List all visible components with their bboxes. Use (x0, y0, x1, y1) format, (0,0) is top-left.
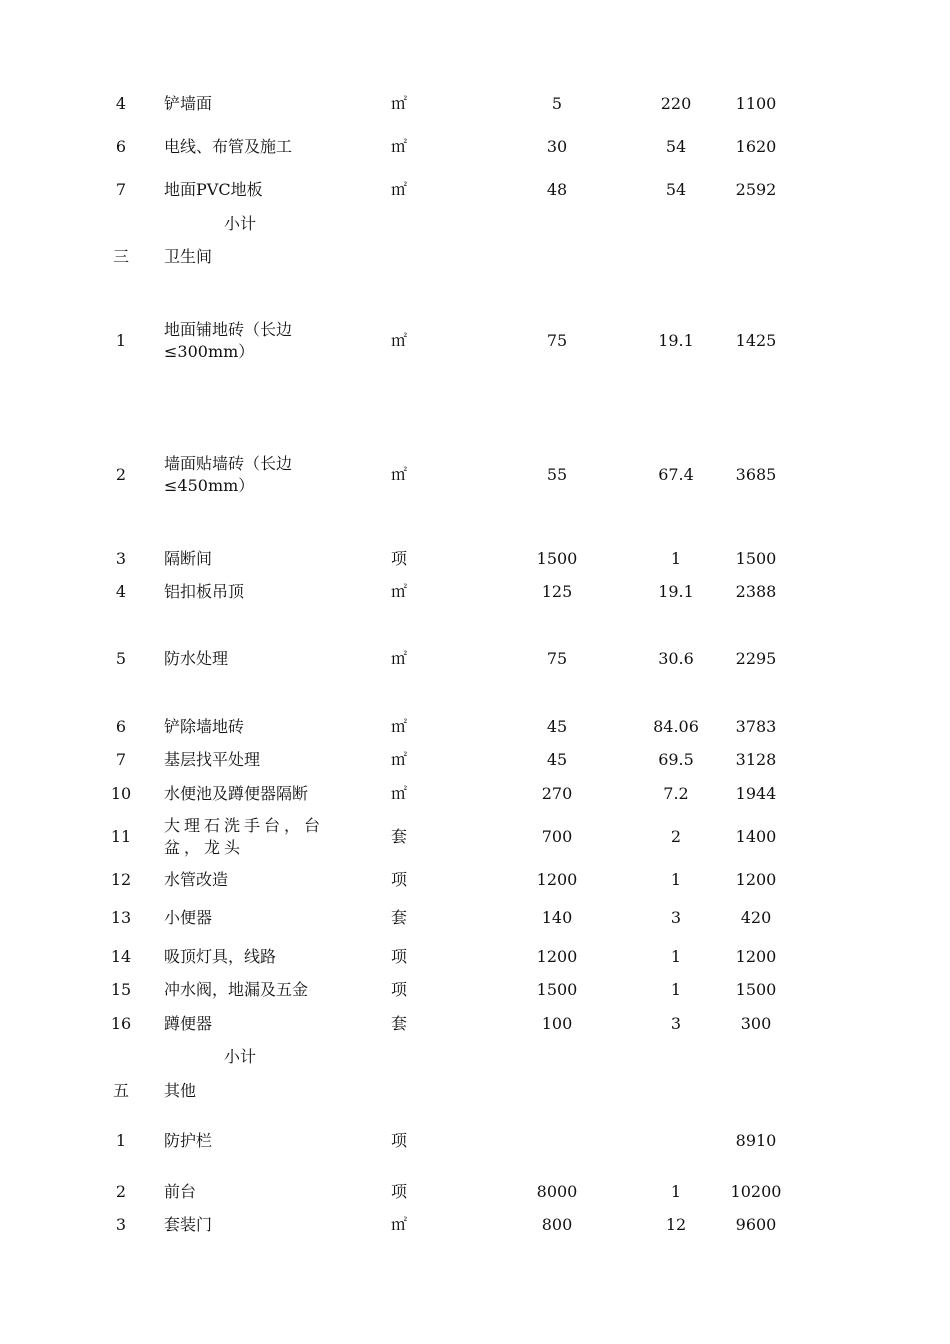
item-total: 1500 (735, 549, 777, 568)
item-number: 7 (115, 750, 127, 769)
item-number: 11 (110, 827, 132, 846)
item-quantity: 1 (670, 947, 682, 966)
item-price: 75 (546, 331, 568, 350)
item-quantity: 220 (660, 94, 692, 113)
item-number: 16 (110, 1014, 132, 1033)
item-quantity: 19.1 (658, 331, 694, 350)
item-total: 1100 (735, 94, 777, 113)
item-price: 48 (546, 180, 568, 199)
item-number: 2 (115, 1182, 127, 1201)
item-quantity: 3 (670, 1014, 682, 1033)
item-unit: 项 (390, 870, 407, 889)
item-number: 3 (115, 549, 127, 568)
item-name: 套装门 (164, 1215, 213, 1234)
item-name: 水管改造 (164, 870, 229, 889)
item-price: 45 (546, 750, 568, 769)
item-quantity: 1 (670, 870, 682, 889)
item-total: 1200 (735, 947, 777, 966)
item-price: 45 (546, 717, 568, 736)
item-unit: 套 (390, 827, 407, 846)
item-total: 3685 (735, 465, 777, 484)
item-name: 墙面贴墙砖（长边≤450mm） (164, 454, 293, 495)
item-unit: ㎡ (390, 717, 407, 736)
item-name: 防护栏 (164, 1131, 213, 1150)
item-quantity: 67.4 (658, 465, 694, 484)
item-number: 1 (115, 1131, 127, 1150)
item-total: 1500 (735, 980, 777, 999)
item-quantity: 69.5 (658, 750, 694, 769)
item-total: 420 (740, 908, 772, 927)
item-number: 10 (110, 784, 132, 803)
item-quantity: 2 (670, 827, 682, 846)
item-price: 270 (541, 784, 573, 803)
item-quantity: 30.6 (658, 649, 694, 668)
item-number: 5 (115, 649, 127, 668)
item-number: 7 (115, 180, 127, 199)
item-name: 铲墙面 (164, 94, 213, 113)
item-price: 100 (541, 1014, 573, 1033)
item-name: 水便池及蹲便器隔断 (164, 784, 309, 803)
item-number: 14 (110, 947, 132, 966)
item-total: 1425 (735, 331, 777, 350)
item-price: 75 (546, 649, 568, 668)
item-price: 30 (546, 137, 568, 156)
item-total: 1400 (735, 827, 777, 846)
item-total: 8910 (735, 1131, 777, 1150)
section-title: 其他 (164, 1081, 197, 1100)
item-price: 55 (546, 465, 568, 484)
item-unit: ㎡ (390, 784, 407, 803)
subtotal-label: 小计 (224, 1047, 257, 1066)
item-price: 700 (541, 827, 573, 846)
section-number: 五 (112, 1081, 129, 1100)
item-total: 9600 (735, 1215, 777, 1234)
item-quantity: 7.2 (663, 784, 689, 803)
item-total: 1944 (735, 784, 777, 803)
item-name: 小便器 (164, 908, 213, 927)
item-name: 隔断间 (164, 549, 213, 568)
item-quantity: 19.1 (658, 582, 694, 601)
item-name: 大理石洗手台，台盆，龙头 (164, 816, 325, 857)
item-unit: ㎡ (390, 582, 407, 601)
item-unit: ㎡ (390, 465, 407, 484)
item-price: 8000 (536, 1182, 578, 1201)
item-quantity: 84.06 (653, 717, 699, 736)
item-name: 蹲便器 (164, 1014, 213, 1033)
item-total: 2295 (735, 649, 777, 668)
item-price: 125 (541, 582, 573, 601)
item-unit: 项 (390, 1131, 407, 1150)
item-quantity: 12 (665, 1215, 687, 1234)
item-price: 5 (551, 94, 563, 113)
item-name: 铝扣板吊顶 (164, 582, 245, 601)
item-unit: 套 (390, 1014, 407, 1033)
item-total: 10200 (730, 1182, 782, 1201)
item-quantity: 1 (670, 980, 682, 999)
section-title: 卫生间 (164, 247, 213, 266)
item-unit: ㎡ (390, 750, 407, 769)
item-number: 4 (115, 94, 127, 113)
item-price: 800 (541, 1215, 573, 1234)
item-total: 300 (740, 1014, 772, 1033)
item-quantity: 1 (670, 1182, 682, 1201)
subtotal-label: 小计 (224, 214, 257, 233)
item-unit: ㎡ (390, 331, 407, 350)
item-number: 6 (115, 137, 127, 156)
item-price: 1200 (536, 870, 578, 889)
item-name: 前台 (164, 1182, 197, 1201)
item-total: 2592 (735, 180, 777, 199)
item-total: 1620 (735, 137, 777, 156)
item-name: 地面铺地砖（长边≤300mm） (164, 320, 293, 361)
item-name: 铲除墙地砖 (164, 717, 245, 736)
item-total: 3128 (735, 750, 777, 769)
item-quantity: 54 (665, 180, 687, 199)
item-name: 基层找平处理 (164, 750, 261, 769)
item-number: 1 (115, 331, 127, 350)
item-price: 1500 (536, 549, 578, 568)
item-total: 2388 (735, 582, 777, 601)
item-unit: ㎡ (390, 649, 407, 668)
item-unit: 项 (390, 1182, 407, 1201)
item-number: 13 (110, 908, 132, 927)
item-total: 1200 (735, 870, 777, 889)
item-unit: ㎡ (390, 94, 407, 113)
item-number: 4 (115, 582, 127, 601)
item-number: 12 (110, 870, 132, 889)
item-name: 冲水阀，地漏及五金 (164, 980, 309, 999)
item-total: 3783 (735, 717, 777, 736)
item-name: 地面PVC地板 (164, 180, 263, 199)
item-number: 15 (110, 980, 132, 999)
item-number: 6 (115, 717, 127, 736)
item-unit: 项 (390, 980, 407, 999)
item-quantity: 1 (670, 549, 682, 568)
item-name: 防水处理 (164, 649, 229, 668)
item-unit: 项 (390, 549, 407, 568)
section-number: 三 (112, 247, 129, 266)
item-unit: ㎡ (390, 1215, 407, 1234)
item-name: 电线、布管及施工 (164, 137, 293, 156)
item-price: 1200 (536, 947, 578, 966)
item-name: 吸顶灯具，线路 (164, 947, 277, 966)
item-unit: ㎡ (390, 137, 407, 156)
item-unit: 项 (390, 947, 407, 966)
item-price: 140 (541, 908, 573, 927)
item-price: 1500 (536, 980, 578, 999)
item-quantity: 3 (670, 908, 682, 927)
item-quantity: 54 (665, 137, 687, 156)
item-unit: ㎡ (390, 180, 407, 199)
item-number: 3 (115, 1215, 127, 1234)
item-number: 2 (115, 465, 127, 484)
item-unit: 套 (390, 908, 407, 927)
